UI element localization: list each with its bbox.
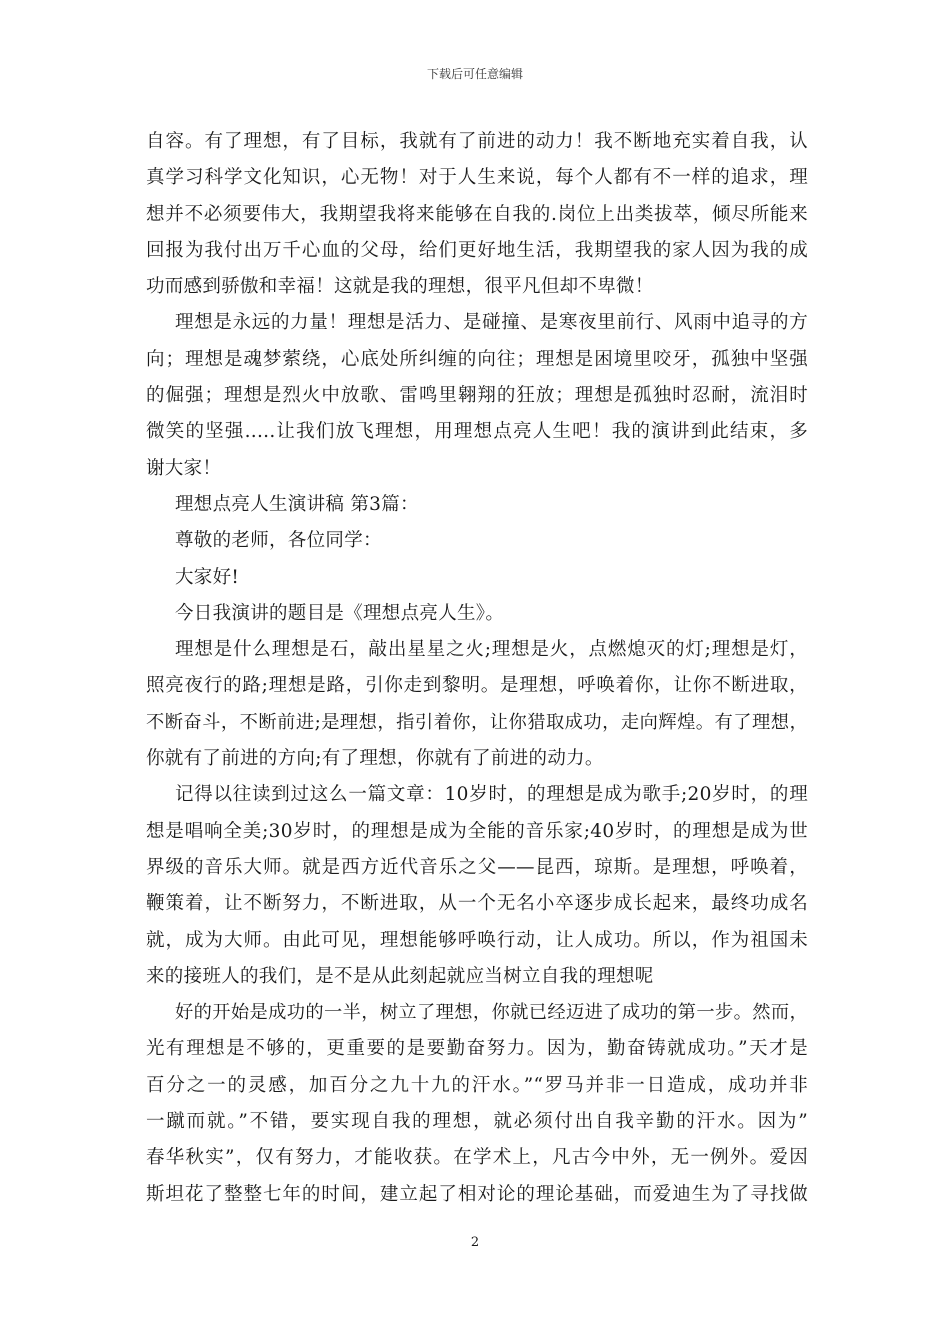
text-line: 尊敬的老师，各位同学： xyxy=(175,530,382,552)
text-line: 理想点亮人生演讲稿 第3篇： xyxy=(175,493,419,515)
text-line: 百分之一的灵感，加百分之九十九的汗水。”“罗马并非一日造成，成功并非 xyxy=(146,1074,808,1096)
text-line: 理想是什么理想是石，敲出星星之火;理想是火，点燃熄灭的灯;理想是灯， xyxy=(175,639,808,661)
text-line: 不断奋斗，不断前进;是理想，指引着你，让你猎取成功，走向辉煌。有了理想， xyxy=(146,711,808,733)
text-line: 自容。有了理想，有了目标，我就有了前进的动力！我不断地充实着自我，认 xyxy=(146,131,808,152)
text-line: 大家好! xyxy=(175,566,240,588)
text-line: 今日我演讲的题目是《理想点亮人生》。 xyxy=(175,602,505,624)
text-line: 就，成为大师。由此可见，理想能够呼唤行动，让人成功。所以，作为祖国未 xyxy=(146,929,808,951)
text-line: 记得以往读到过这么一篇文章：10岁时，的理想是成为歌手;20岁时，的理 xyxy=(175,784,808,806)
page-header: 下载后可任意编辑 xyxy=(426,67,523,81)
text-line: 照亮夜行的路;理想是路，引你走到黎明。是理想，呼唤着你，让你不断进取， xyxy=(146,675,808,697)
text-line: 想并不必须要伟大，我期望我将来能够在自我的.岗位上出类拔萃，倾尽所能来 xyxy=(146,203,808,225)
page-number: 2 xyxy=(470,1235,480,1250)
text-line: 光有理想是不够的，更重要的是要勤奋努力。因为，勤奋铸就成功。”天才是 xyxy=(146,1038,808,1060)
text-line: 微笑的坚强.....让我们放飞理想，用理想点亮人生吧！我的演讲到此结束，多 xyxy=(146,421,808,443)
text-line: 谢大家！ xyxy=(146,457,222,479)
document-body xyxy=(146,124,808,1213)
text-line: 好的开始是成功的一半，树立了理想，你就已经迈进了成功的第一步。然而， xyxy=(175,1002,808,1024)
text-line: 想是唱响全美;30岁时，的理想是成为全能的音乐家;40岁时，的理想是成为世 xyxy=(146,820,808,842)
text-line: 理想是永远的力量！理想是活力、是碰撞、是寒夜里前行、风雨中追寻的方 xyxy=(175,312,808,334)
text-line: 功而感到骄傲和幸福！这就是我的理想，很平凡但却不卑微！ xyxy=(146,276,654,298)
text-line: 来的接班人的我们，是不是从此刻起就应当树立自我的理想呢 xyxy=(146,965,654,987)
text-line: 界级的音乐大师。就是西方近代音乐之父——昆西，琼斯。是理想，呼唤着， xyxy=(146,856,808,878)
text-line: 一蹴而就。”不错，要实现自我的理想，就必须付出自我辛勤的汗水。因为” xyxy=(146,1111,808,1133)
text-line: 斯坦花了整整七年的时间，建立起了相对论的理论基础，而爱迪生为了寻找做 xyxy=(146,1183,808,1205)
text-line: 向；理想是魂梦萦绕，心底处所纠缠的向往；理想是困境里咬牙，孤独中坚强 xyxy=(146,348,808,370)
text-line: 春华秋实”，仅有努力，才能收获。在学术上，凡古今中外，无一例外。爱因 xyxy=(146,1147,808,1169)
text-line: 你就有了前进的方向;有了理想，你就有了前进的动力。 xyxy=(146,748,604,770)
text-line: 真学习科学文化知识，心无物！对于人生来说，每个人都有不一样的追求，理 xyxy=(146,167,808,189)
text-line: 鞭策着，让不断努力，不断进取，从一个无名小卒逐步成长起来，最终功成名 xyxy=(146,893,808,915)
text-line: 的倔强；理想是烈火中放歌、雷鸣里翱翔的狂放；理想是孤独时忍耐，流泪时 xyxy=(146,385,808,407)
text-line: 回报为我付出万千心血的父母，给们更好地生活，我期望我的家人因为我的成 xyxy=(146,239,808,261)
